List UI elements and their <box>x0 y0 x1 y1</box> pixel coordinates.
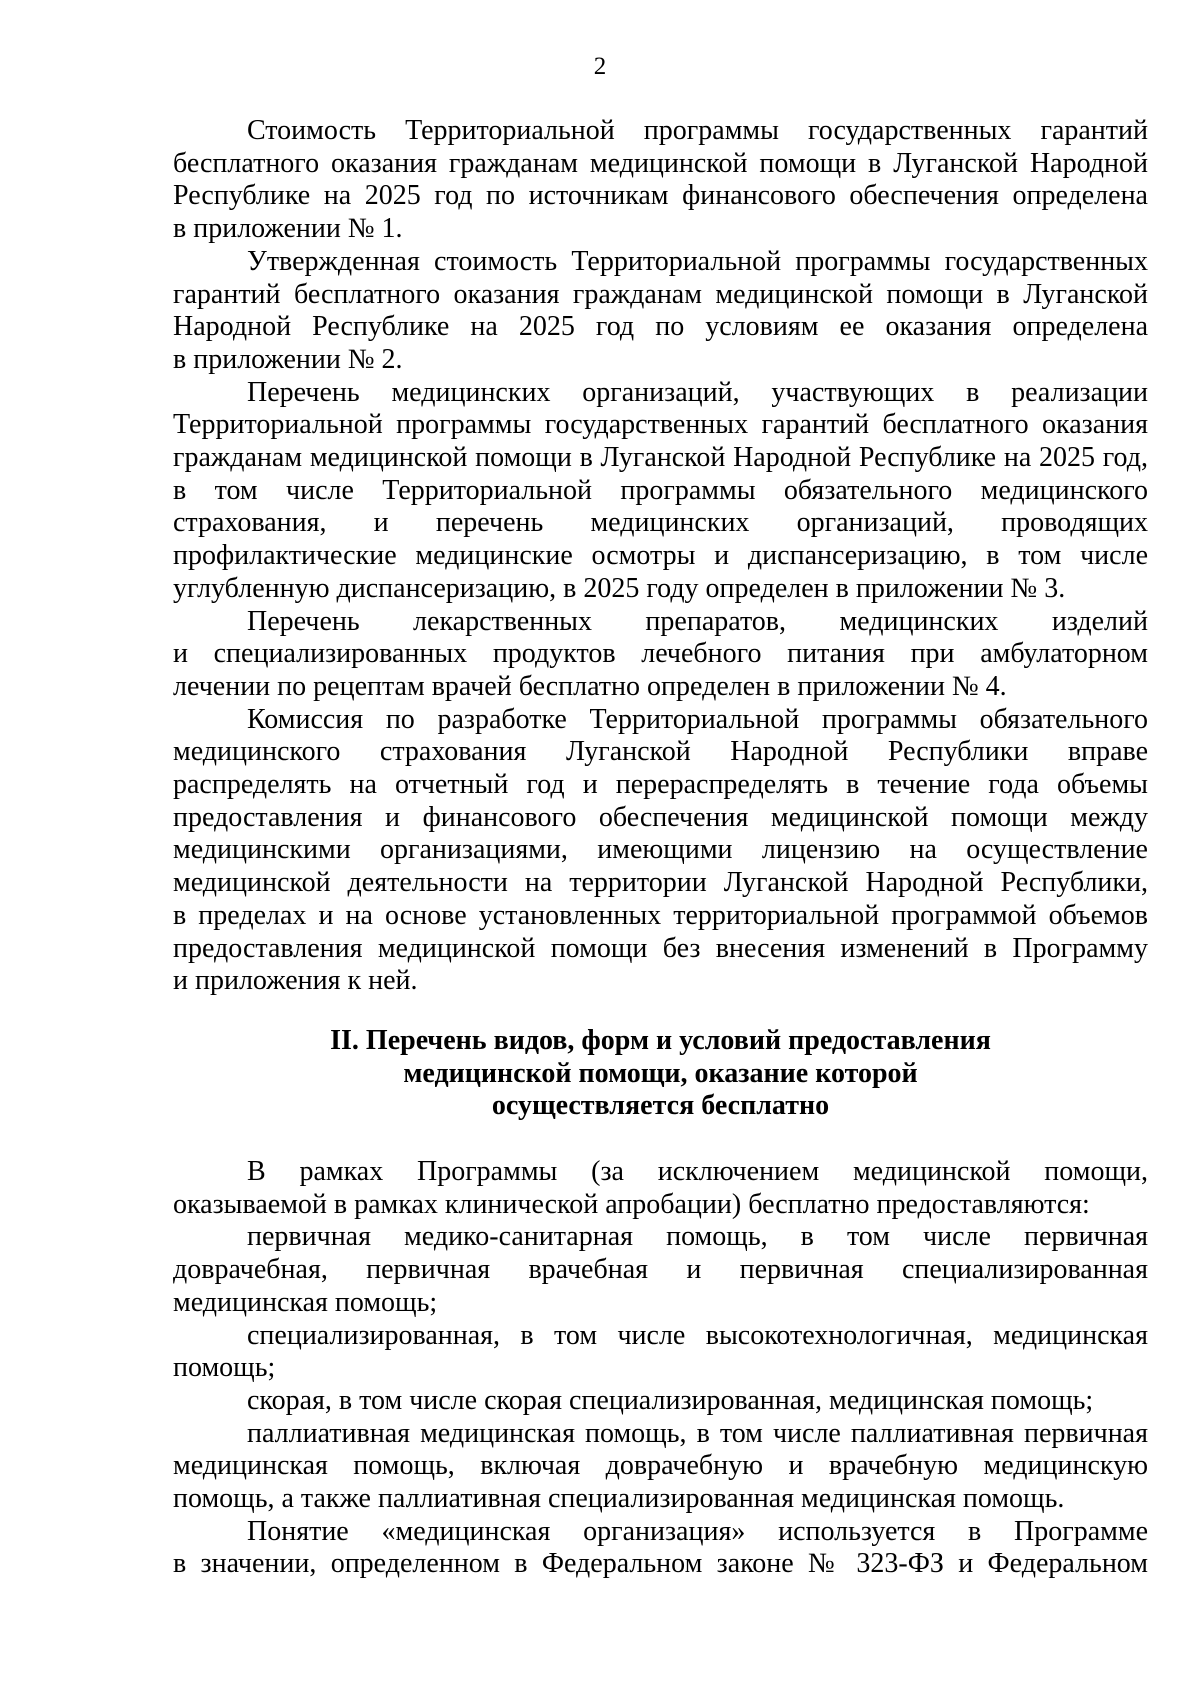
text-line: в пределах и на основе установленных территориальной программой объемов <box>173 899 1148 931</box>
text-line: медицинская помощь, включая доврачебную и врачебную медицинскую <box>173 1450 1148 1482</box>
text-line: профилактические медицинские осмотры и диспансеризацию, в том числе <box>173 540 1148 572</box>
text-line: и специализированных продуктов лечебного питания при амбулаторном <box>173 638 1148 670</box>
text-line: в значении, определенном в Федеральном законе № 323-ФЗ и Федеральном <box>173 1548 1148 1580</box>
text-line: бесплатного оказания гражданам медицинской помощи в Луганской Народной <box>173 147 1148 179</box>
text-line: Комиссия по разработке Территориальной программы обязательного <box>247 703 1148 735</box>
text-line: гарантий бесплатного оказания гражданам медицинской помощи в Луганской <box>173 278 1148 310</box>
text-line: Территориальной программы государственных гарантий бесплатного оказания <box>173 409 1148 441</box>
text-line: помощь; <box>173 1352 276 1384</box>
text-line: доврачебная, первичная врачебная и первичная специализированная <box>173 1254 1148 1286</box>
heading-line-1: II. Перечень видов, форм и условий предоставления <box>330 1025 991 1056</box>
heading-line-2: медицинской помощи, оказание которой <box>403 1057 918 1089</box>
text-line: медицинская помощь; <box>173 1286 438 1318</box>
text-line: распределять на отчетный год и перераспределять в течение года объемы <box>173 769 1148 801</box>
text-line: медицинской деятельности на территории Луганской Народной Республики, <box>173 867 1148 899</box>
text-line: Республике на 2025 год по источникам финансового обеспечения определена <box>173 180 1148 212</box>
text-line: страхования, и перечень медицинских организаций, проводящих <box>173 507 1148 539</box>
text-line: специализированная, в том числе высокотехнологичная, медицинская <box>247 1319 1148 1351</box>
text-line: лечении по рецептам врачей бесплатно определен в приложении № 4. <box>173 670 1007 702</box>
text-line: скорая, в том числе скорая специализированная, медицинская помощь; <box>247 1384 1094 1416</box>
text-line: предоставления и финансового обеспечения медицинской помощи между <box>173 801 1148 833</box>
text-line: углубленную диспансеризацию, в 2025 году определен в приложении № 3. <box>173 572 1066 604</box>
text-line: Утвержденная стоимость Территориальной программы государственных <box>247 245 1148 277</box>
text-line: медицинскими организациями, имеющими лицензию на осуществление <box>173 834 1148 866</box>
text-line: Понятие «медицинская организация» используется в Программе <box>247 1515 1148 1547</box>
page-number: 2 <box>593 53 607 80</box>
text-line: и приложения к ней. <box>173 965 418 997</box>
text-line: медицинского страхования Луганской Народной Республики вправе <box>173 736 1148 768</box>
text-line: предоставления медицинской помощи без внесения изменений в Программу <box>173 932 1148 964</box>
text-line: Стоимость Территориальной программы государственных гарантий <box>247 115 1148 146</box>
section-1-text <box>173 115 1148 998</box>
text-line: в том числе Территориальной программы обязательного медицинского <box>173 474 1148 506</box>
text-line: оказываемой в рамках клинической апробации) бесплатно предоставляются: <box>173 1188 1090 1220</box>
text-line: В рамках Программы (за исключением медицинской помощи, <box>247 1156 1148 1187</box>
text-line: в приложении № 1. <box>173 213 403 245</box>
text-line: первичная медико-санитарная помощь, в том числе первичная <box>247 1221 1148 1253</box>
section-heading <box>173 1025 1148 1123</box>
text-line: паллиативная медицинская помощь, в том числе паллиативная первичная <box>247 1417 1148 1449</box>
text-line: в приложении № 2. <box>173 343 403 375</box>
text-line: Перечень медицинских организаций, участвующих в реализации <box>247 376 1148 408</box>
section-2-text <box>173 1156 1148 1581</box>
text-line: Народной Республике на 2025 год по условиям ее оказания определена <box>173 311 1148 343</box>
heading-line-3: осуществляется бесплатно <box>491 1090 830 1122</box>
text-line: Перечень лекарственных препаратов, медицинских изделий <box>247 605 1148 637</box>
text-line: помощь, а также паллиативная специализированная медицинская помощь. <box>173 1483 1065 1515</box>
text-line: гражданам медицинской помощи в Луганской Народной Республике на 2025 год, <box>173 442 1148 474</box>
